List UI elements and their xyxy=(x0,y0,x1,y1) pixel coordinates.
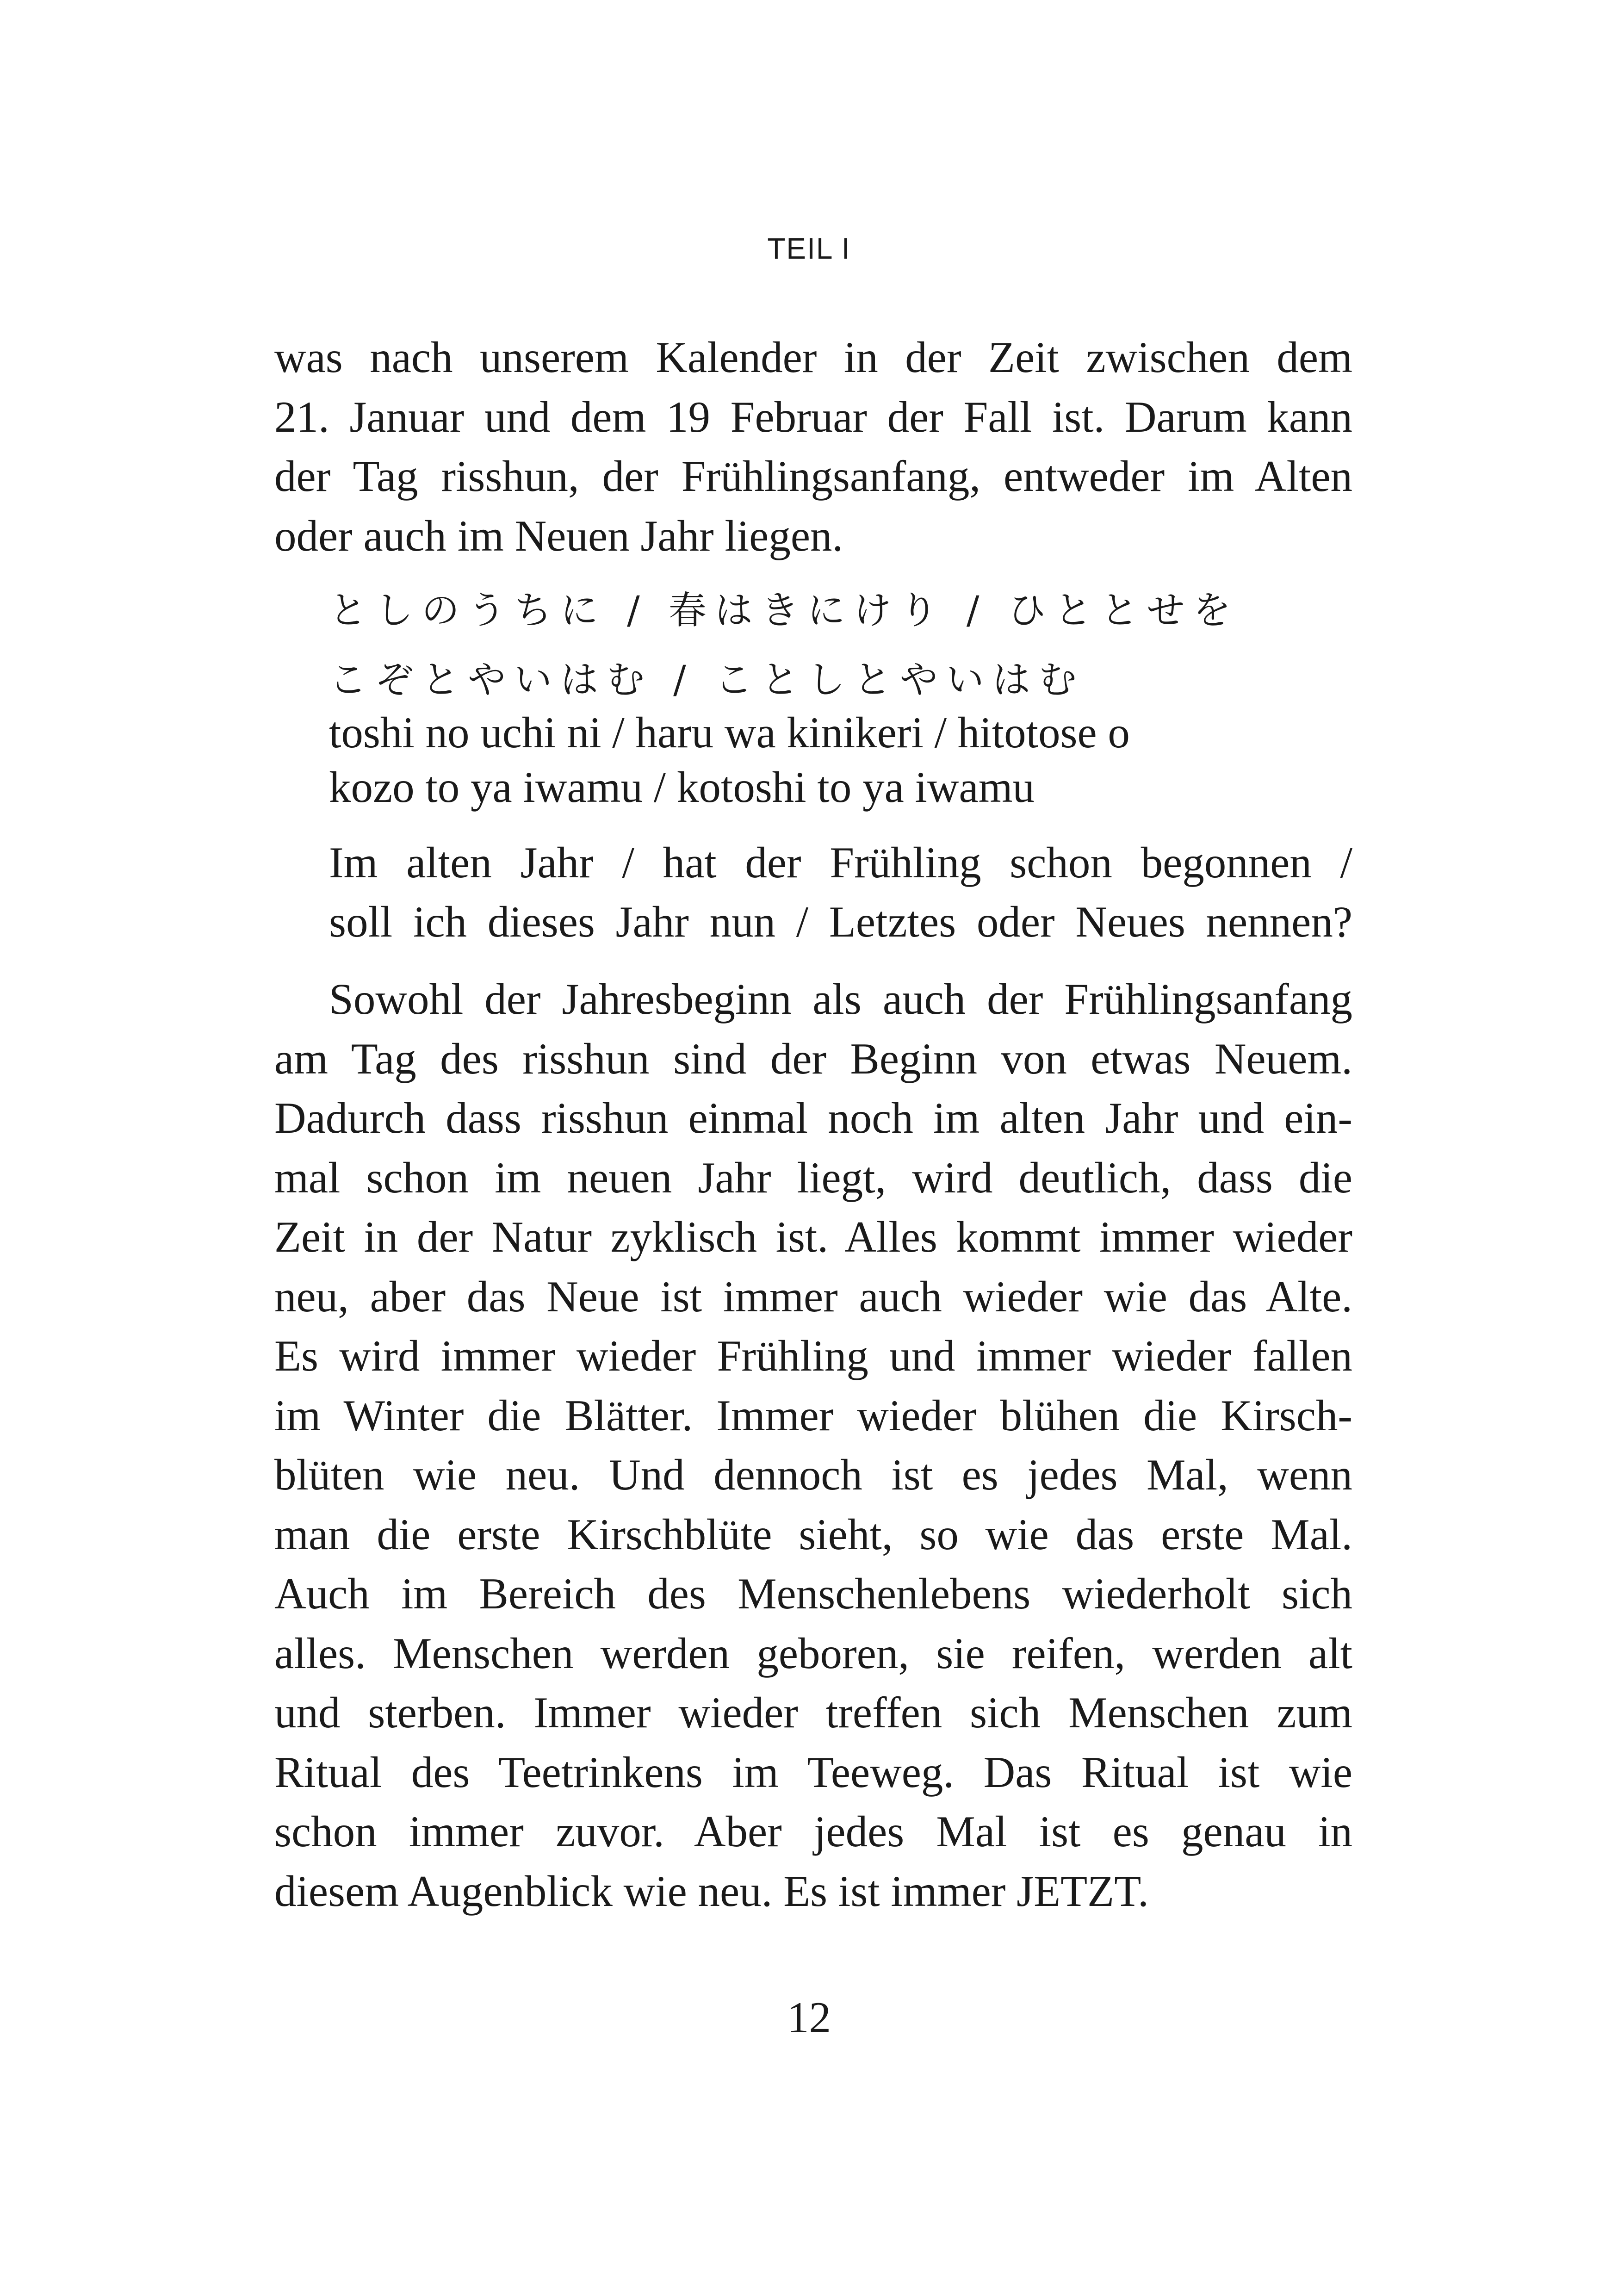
text-line: diesem Augenblick wie neu. Es ist immer JETZT. xyxy=(274,1866,1149,1916)
text-line: Zeit in der Natur zyklisch ist. Alles kommt immer wieder xyxy=(274,1212,1352,1261)
text-line: Sowohl der Jahresbeginn als auch der Frühlingsanfang xyxy=(329,974,1352,1024)
poem-romaji-line: toshi no uchi ni / haru wa kinikeri / hitotose o xyxy=(329,708,1130,757)
poem-translation-line: soll ich dieses Jahr nun / Letztes oder Neues nennen? xyxy=(329,897,1352,946)
text-line: mal schon im neuen Jahr liegt, wird deutlich, dass die xyxy=(274,1153,1352,1202)
text-line: und sterben. Immer wieder treffen sich Menschen zum xyxy=(274,1688,1352,1737)
text-line: was nach unserem Kalender in der Zeit zwischen dem xyxy=(274,333,1352,382)
text-line: Dadurch dass risshun einmal noch im alten Jahr und ein- xyxy=(274,1093,1352,1142)
text-line: Auch im Bereich des Menschenlebens wiederholt sich xyxy=(274,1569,1352,1618)
text-line: der Tag risshun, der Frühlingsanfang, entweder im Alten xyxy=(274,452,1352,501)
text-line: 21. Januar und dem 19 Februar der Fall ist. Darum kann xyxy=(274,392,1352,441)
poem-japanese-line: としのうちに / 春はきにけり / ひととせを xyxy=(329,589,1240,633)
running-head: TEIL I xyxy=(767,232,851,265)
poem-romaji-line: kozo to ya iwamu / kotoshi to ya iwamu xyxy=(329,763,1035,812)
poem-translation-line: Im alten Jahr / hat der Frühling schon begonnen / xyxy=(329,838,1352,887)
text-line: Es wird immer wieder Frühling und immer wieder fallen xyxy=(274,1331,1352,1380)
page-number: 12 xyxy=(787,1993,831,2042)
text-line: blüten wie neu. Und dennoch ist es jedes Mal, wenn xyxy=(274,1450,1352,1499)
paragraph-body xyxy=(274,969,1352,1921)
text-line: schon immer zuvor. Aber jedes Mal ist es genau in xyxy=(274,1807,1352,1856)
paragraph-continuation xyxy=(274,328,1352,565)
text-line: oder auch im Neuen Jahr liegen. xyxy=(274,511,843,560)
text-line: Ritual des Teetrinkens im Teeweg. Das Ritual ist wie xyxy=(274,1747,1352,1797)
text-line: man die erste Kirschblüte sieht, so wie das erste Mal. xyxy=(274,1509,1352,1559)
poem-japanese-line: こぞとやいはむ / ことしとやいはむ xyxy=(329,658,1085,702)
text-line: neu, aber das Neue ist immer auch wieder wie das Alte. xyxy=(274,1272,1352,1321)
text-line: alles. Menschen werden geboren, sie reifen, werden alt xyxy=(274,1628,1352,1678)
text-line: im Winter die Blätter. Immer wieder blühen die Kirsch- xyxy=(274,1390,1352,1440)
text-line: am Tag des risshun sind der Beginn von etwas Neuem. xyxy=(274,1034,1352,1083)
